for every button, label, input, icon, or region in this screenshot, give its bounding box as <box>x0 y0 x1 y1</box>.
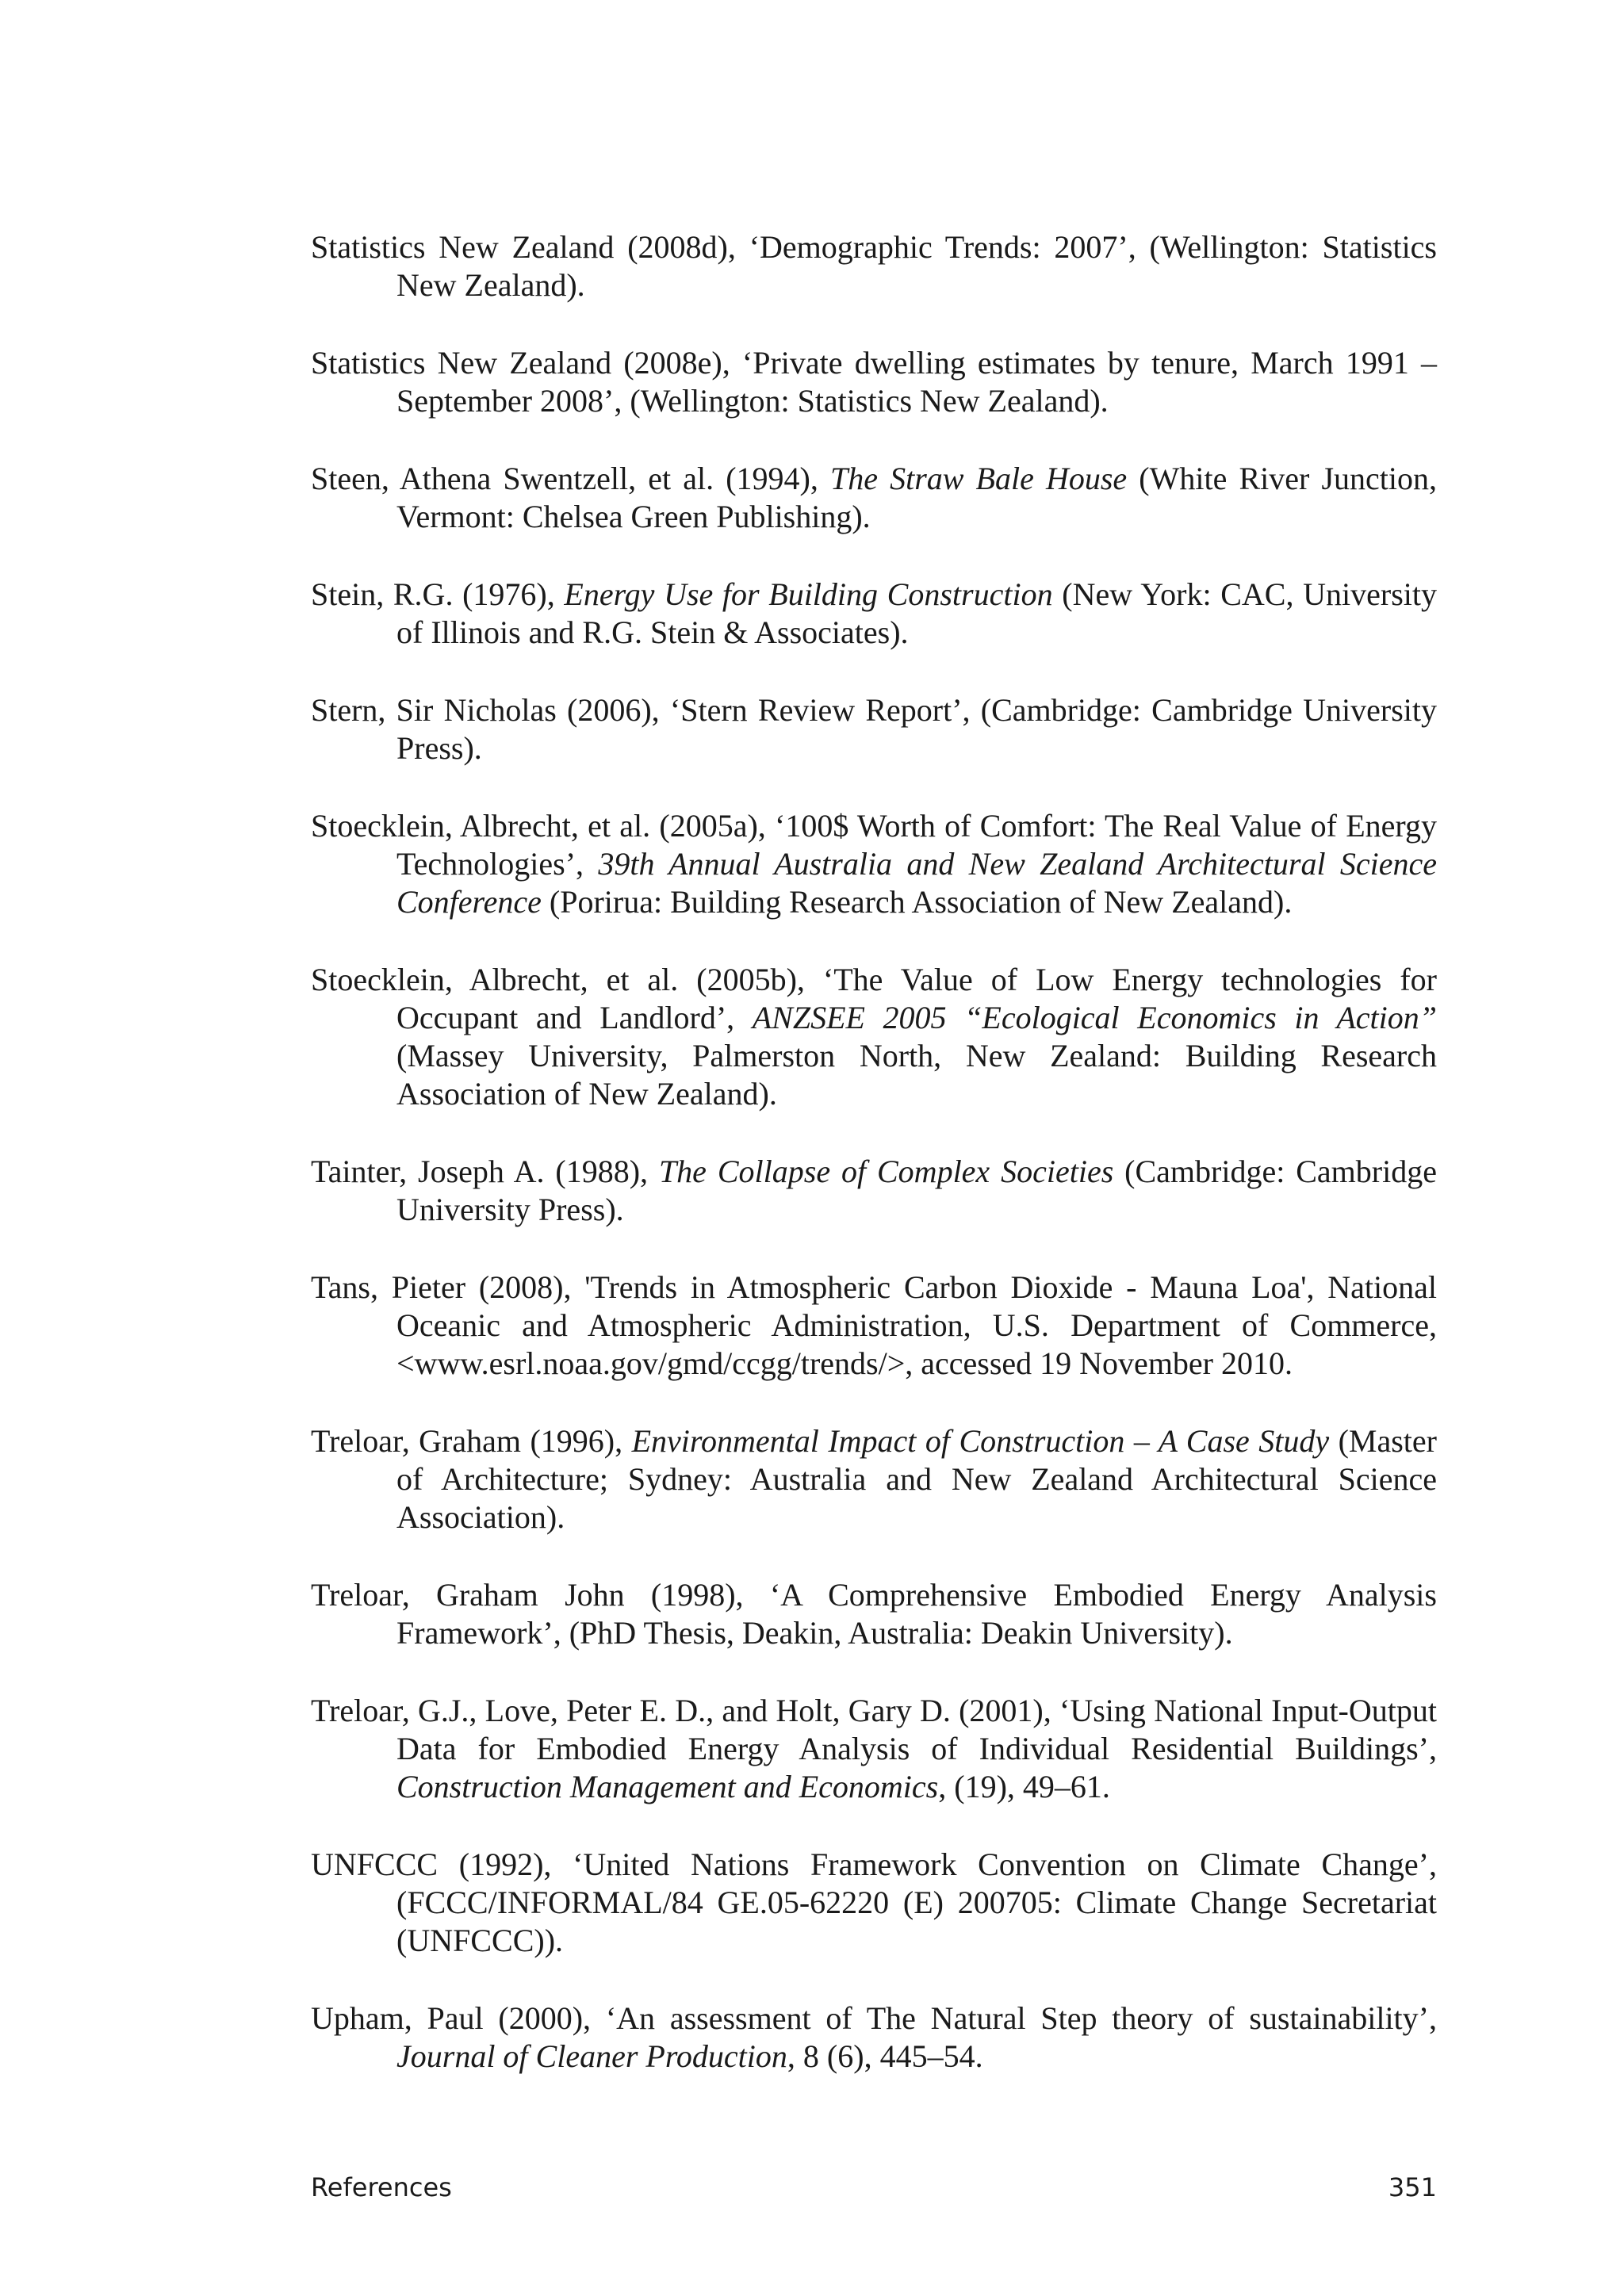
reference-text: Treloar, Graham John (1998), ‘A Comprehensive Embodied Energy Analysis Framework’, (PhD Thesis, Deakin, Australia: Deakin University). <box>311 1577 1437 1651</box>
reference-italic-title: Environmental Impact of Construction – A Case Study <box>631 1423 1330 1459</box>
reference-italic-title: Construction Management and Economics <box>396 1769 939 1804</box>
reference-italic-title: The Straw Bale House <box>829 461 1128 496</box>
reference-text: UNFCCC (1992), ‘United Nations Framework Convention on Climate Change’, (FCCC/INFORMAL/84 GE.05-62220 (E) 200705: Climate Change Secretariat (UNFCCC)). <box>311 1846 1437 1958</box>
reference-italic-title: Journal of Cleaner Production <box>396 2038 787 2074</box>
reference-text: (Porirua: Building Research Association of New Zealand). <box>541 884 1293 920</box>
reference-entry <box>311 1576 1437 1652</box>
reference-entry <box>311 1999 1437 2076</box>
reference-entry <box>311 1846 1437 1960</box>
page-number: 351 <box>1388 2172 1437 2202</box>
footer-section-label: References <box>311 2172 452 2202</box>
reference-text: Tans, Pieter (2008), 'Trends in Atmospheric Carbon Dioxide - Mauna Loa', National Oceanic and Atmospheric Administration, U.S. Department of Commerce, <www.esrl.noaa.gov/gmd/ccgg/trends/>, accessed 19 November 2010. <box>311 1269 1437 1381</box>
reference-entry <box>311 460 1437 536</box>
reference-text: Stein, R.G. (1976), <box>311 576 565 612</box>
reference-entry <box>311 576 1437 652</box>
reference-text: Upham, Paul (2000), ‘An assessment of The Natural Step theory of sustainability’, <box>311 2000 1437 2036</box>
reference-entry <box>311 344 1437 420</box>
reference-entry <box>311 807 1437 921</box>
reference-text: Stern, Sir Nicholas (2006), ‘Stern Review Report’, (Cambridge: Cambridge University Press). <box>311 692 1437 766</box>
reference-entry <box>311 691 1437 767</box>
reference-entry <box>311 228 1437 304</box>
reference-text: Statistics New Zealand (2008e), ‘Private dwelling estimates by tenure, March 1991 – September 2008’, (Wellington: Statistics New Zealand). <box>311 345 1437 419</box>
reference-italic-title: 39th Annual Australia and New Zealand Architectural Science Conference <box>396 846 1437 920</box>
reference-text: Stoecklein, Albrecht, et al. (2005a), ‘100$ Worth of Comfort: The Real Value of Energy Technologies’, <box>311 808 1437 882</box>
reference-italic-title: Energy Use for Building Construction <box>564 576 1053 612</box>
reference-entry <box>311 961 1437 1113</box>
reference-text: Statistics New Zealand (2008d), ‘Demographic Trends: 2007’, (Wellington: Statistics New Zealand). <box>311 229 1437 303</box>
reference-text: Steen, Athena Swentzell, et al. (1994), <box>311 461 830 496</box>
reference-text: (Cambridge: Cambridge University Press). <box>396 1154 1437 1227</box>
reference-text: (New York: CAC, University of Illinois and R.G. Stein & Associates). <box>396 576 1437 650</box>
reference-text: (Massey University, Palmerston North, New Zealand: Building Research Association of New Zealand). <box>396 1038 1437 1112</box>
reference-text: Treloar, G.J., Love, Peter E. D., and Holt, Gary D. (2001), ‘Using National Input-Output Data for Embodied Energy Analysis of Individual Residential Buildings’, <box>311 1693 1437 1766</box>
reference-list <box>311 228 1437 2115</box>
reference-text: Tainter, Joseph A. (1988), <box>311 1154 659 1189</box>
reference-entry <box>311 1422 1437 1536</box>
reference-italic-title: The Collapse of Complex Societies <box>658 1154 1114 1189</box>
reference-text: Treloar, Graham (1996), <box>311 1423 632 1459</box>
reference-entry <box>311 1692 1437 1806</box>
reference-entry <box>311 1269 1437 1383</box>
reference-entry <box>311 1153 1437 1229</box>
reference-text: , (19), 49–61. <box>938 1769 1110 1804</box>
reference-italic-title: ANZSEE 2005 “Ecological Economics in Action” <box>752 1000 1437 1035</box>
reference-text: Stoecklein, Albrecht, et al. (2005b), ‘The Value of Low Energy technologies for Occupant and Landlord’, <box>311 962 1437 1035</box>
reference-text: (White River Junction, Vermont: Chelsea Green Publishing). <box>396 461 1438 534</box>
reference-text: (Master of Architecture; Sydney: Australia and New Zealand Architectural Science Association). <box>396 1423 1437 1535</box>
reference-text: , 8 (6), 445–54. <box>787 2038 983 2074</box>
